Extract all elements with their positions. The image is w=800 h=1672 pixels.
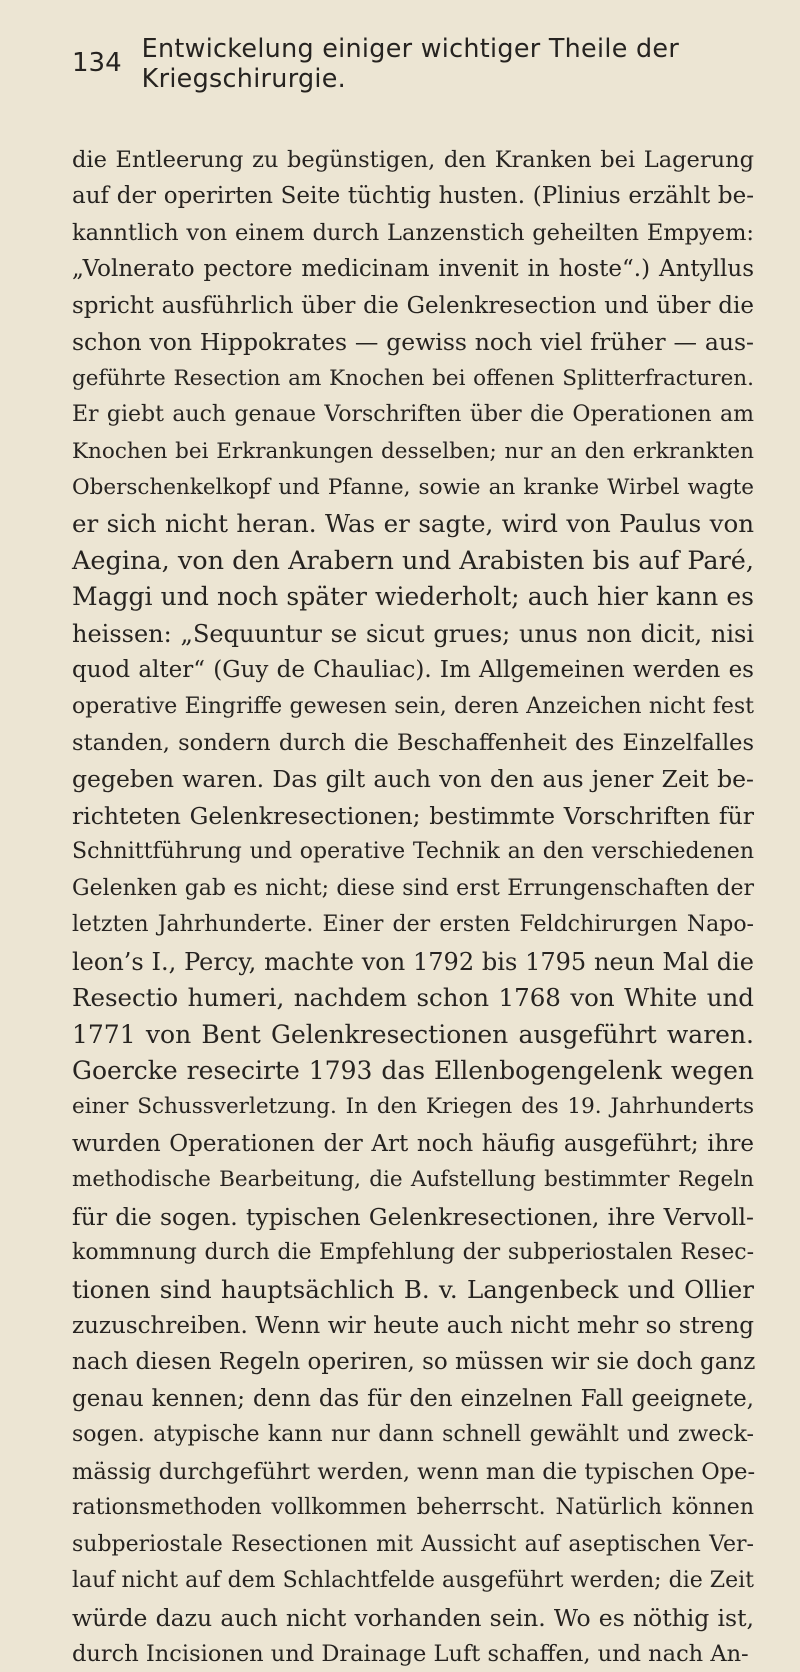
text-line: quod alter“ (Guy de Chauliac). Im Allgemeinen werden es	[72, 657, 754, 684]
running-head	[0, 0, 800, 120]
text-line: leon’s I., Percy, machte von 1792 bis 1795 neun Mal die	[72, 947, 754, 976]
text-line: nach diesen Regeln operiren, so müssen wir sie doch ganz	[72, 1349, 756, 1376]
text-line: Oberschenkelkopf und Pfanne, sowie an kranke Wirbel wagte	[72, 474, 754, 500]
text-line: Gelenken gab es nicht; diese sind erst Errungenschaften der	[72, 875, 754, 901]
text-line: zuzuschreiben. Wenn wir heute auch nicht mehr so streng	[72, 1313, 754, 1339]
body-text	[72, 142, 754, 1672]
text-line: operative Eingriffe gewesen sein, deren Anzeichen nicht fest	[72, 693, 754, 719]
text-line: durch Incisionen und Drainage Luft schaffen, und nach An-	[72, 1640, 749, 1667]
text-line: auf der operirten Seite tüchtig husten. (Plinius erzählt be-	[72, 183, 754, 210]
text-line: geführte Resection am Knochen bei offenen Splitterfracturen.	[72, 365, 754, 391]
text-line: schon von Hippokrates — gewiss noch viel früher — aus-	[72, 328, 754, 357]
text-line: subperiostale Resectionen mit Aussicht auf aseptischen Ver-	[72, 1531, 754, 1557]
text-line: die Entleerung zu begünstigen, den Kranken bei Lagerung	[72, 147, 754, 173]
text-line: würde dazu auch nicht vorhanden sein. Wo es nöthig ist,	[72, 1603, 754, 1632]
text-line: Goercke resecirte 1793 das Ellenbogengelenk wegen	[72, 1055, 754, 1085]
text-line: Aegina, von den Arabern und Arabisten bis auf Paré,	[72, 545, 754, 576]
text-line: gegeben waren. Das gilt auch von den aus jener Zeit be-	[72, 765, 754, 794]
text-line: rationsmethoden vollkommen beherrscht. Natürlich können	[72, 1495, 754, 1521]
text-line: für die sogen. typischen Gelenkresectionen, ihre Vervoll-	[72, 1202, 754, 1231]
text-line: Resectio humeri, nachdem schon 1768 von White und	[72, 983, 754, 1013]
text-line: richteten Gelenkresectionen; bestimmte Vorschriften für	[72, 801, 754, 830]
text-line: sogen. atypische kann nur dann schnell gewählt und zweck-	[72, 1422, 754, 1448]
text-line: letzten Jahrhunderte. Einer der ersten Feldchirurgen Napo-	[72, 912, 754, 938]
text-line: Schnittführung und operative Technik an den verschiedenen	[72, 839, 754, 865]
text-line: einer Schussverletzung. In den Kriegen des 19. Jahrhunderts	[72, 1094, 754, 1120]
text-line: wurden Operationen der Art noch häufig ausgeführt; ihre	[72, 1130, 754, 1157]
text-line: methodische Bearbeitung, die Aufstellung bestimmter Regeln	[72, 1167, 754, 1193]
text-line: Er giebt auch genaue Vorschriften über die Operationen am	[72, 402, 754, 428]
text-line: mässig durchgeführt werden, wenn man die typischen Ope-	[72, 1458, 756, 1485]
text-line: Maggi und noch später wiederholt; auch hier kann es	[72, 582, 754, 612]
text-line: kanntlich von einem durch Lanzenstich geheilten Empyem:	[72, 219, 754, 246]
text-line: er sich nicht heran. Was er sagte, wird von Paulus von	[72, 509, 754, 539]
running-title: Entwickelung einiger wichtiger Theile der Kriegschirurgie.	[141, 32, 680, 93]
text-line: 1771 von Bent Gelenkresectionen ausgeführt waren.	[72, 1019, 754, 1049]
text-line: tionen sind hauptsächlich B. v. Langenbeck und Ollier	[72, 1274, 754, 1304]
text-line: kommnung durch die Empfehlung der subperiostalen Resec-	[72, 1240, 754, 1266]
text-line: standen, sondern durch die Beschaffenheit des Einzelfalles	[72, 730, 754, 756]
text-line: heissen: „Sequuntur se sicut grues; unus non dicit, nisi	[72, 619, 754, 648]
text-line: lauf nicht auf dem Schlachtfelde ausgeführt werden; die Zeit	[72, 1568, 754, 1594]
text-line: spricht ausführlich über die Gelenkresection und über die	[72, 292, 754, 319]
text-line: Knochen bei Erkrankungen desselben; nur an den erkrankten	[72, 438, 754, 464]
text-line: genau kennen; denn das für den einzelnen Fall geeignete,	[72, 1385, 754, 1412]
text-line: „Volnerato pectore medicinam invenit in hoste“.) Antyllus	[72, 256, 754, 283]
page-number: 134	[72, 47, 122, 78]
